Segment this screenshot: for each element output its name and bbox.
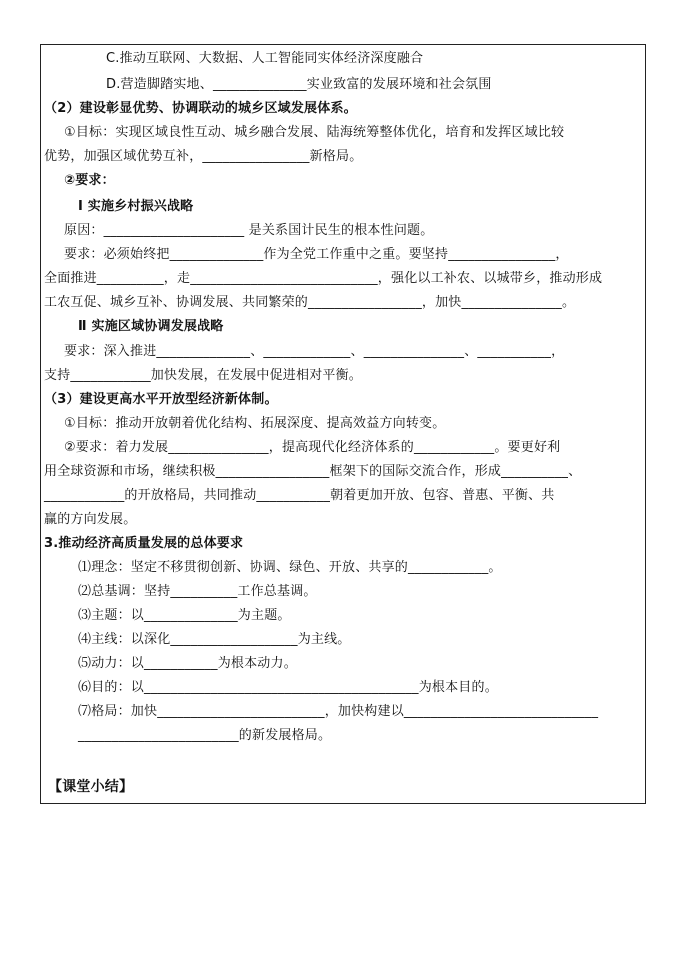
rural-reason: 原因：_____________________ 是关系国计民生的根本性问题。 (64, 223, 434, 238)
regional-development-heading: Ⅱ 实施区域协调发展战略 (78, 319, 224, 334)
req-pattern: ⑺格局：加快_________________________，加快构建以_____________________________ (78, 704, 599, 719)
req-purpose: ⑹目的：以_________________________________________为根本目的。 (78, 680, 498, 695)
rural-requirement: 要求：必须始终把______________作为全党工作重中之重。要坚持________________， (64, 247, 569, 262)
rural-revitalization-heading: Ⅰ 实施乡村振兴战略 (78, 199, 194, 214)
rural-requirement-cont-2: 工农互促、城乡互补、协调发展、共同繁荣的_________________，加快_______________。 (44, 295, 576, 310)
section-3-requirement: ②要求：着力发展_______________，提高现代化经济体系的____________。要更好利 (64, 440, 561, 455)
section-2-goal: ①目标：实现区域良性互动、城乡融合发展、陆海统筹整体优化，培育和发挥区域比较 (64, 125, 565, 140)
overall-requirements-heading: 3.推动经济高质量发展的总体要求 (44, 536, 244, 551)
req-pattern-cont: ________________________的新发展格局。 (78, 728, 332, 743)
section-2-goal-cont: 优势，加强区域优势互补，________________新格局。 (44, 149, 363, 164)
class-summary-heading: 【课堂小结】 (48, 779, 134, 795)
section-3-requirement-cont-1: 用全球资源和市场，继续积极_________________框架下的国际交流合作，形成__________、 (44, 464, 582, 479)
section-2-heading: （2）建设彰显优势、协调联动的城乡区域发展体系。 (44, 101, 357, 116)
req-theme: ⑶主题：以______________为主题。 (78, 608, 291, 623)
section-3-requirement-cont-3: 赢的方向发展。 (44, 512, 137, 527)
req-driver: ⑸动力：以___________为根本动力。 (78, 656, 297, 671)
option-c: C.推动互联网、大数据、人工智能同实体经济深度融合 (106, 51, 424, 66)
req-concept: ⑴理念：坚定不移贯彻创新、协调、绿色、开放、共享的____________。 (78, 560, 502, 575)
section-2-requirements-label: ②要求： (64, 173, 115, 188)
regional-requirement-cont: 支持____________加快发展，在发展中促进相对平衡。 (44, 368, 363, 383)
section-3-goal: ①目标：推动开放朝着优化结构、拓展深度、提高效益方向转变。 (64, 416, 446, 431)
section-3-heading: （3）建设更高水平开放型经济新体制。 (44, 392, 278, 407)
req-tone: ⑵总基调：坚持__________工作总基调。 (78, 584, 317, 599)
regional-requirement: 要求：深入推进______________、_____________、_______________、___________， (64, 344, 565, 359)
option-d: D.营造脚踏实地、______________实业致富的发展环境和社会氛围 (106, 77, 492, 92)
rural-requirement-cont-1: 全面推进__________，走____________________________，强化以工补农、以城带乡，推动形成 (44, 271, 603, 286)
section-3-requirement-cont-2: ____________的开放格局，共同推动___________朝着更加开放、包容、普惠、平衡、共 (44, 488, 555, 503)
req-mainline: ⑷主线：以深化___________________为主线。 (78, 632, 351, 647)
